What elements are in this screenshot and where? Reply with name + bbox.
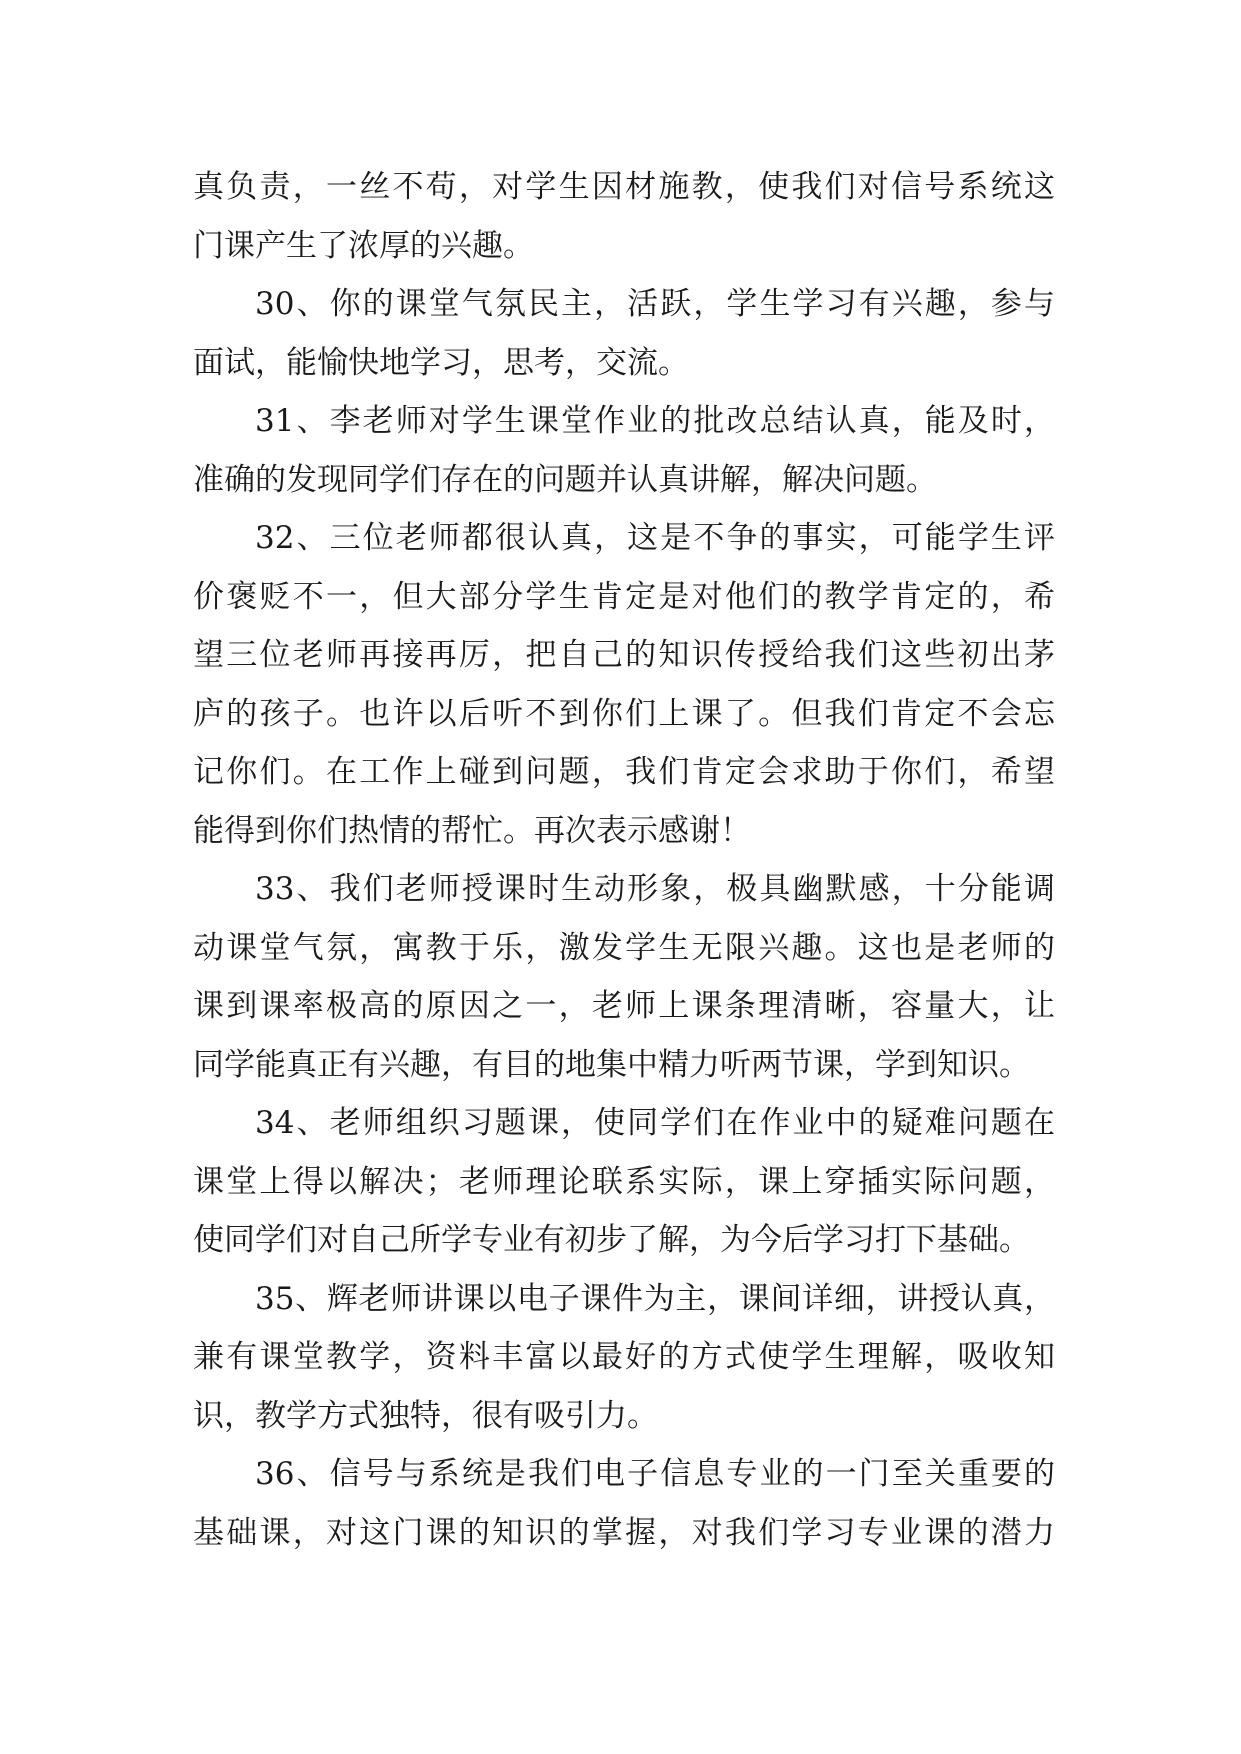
text-line: 30、你的课堂气氛民主，活跃，学生学习有兴趣，参与 (255, 286, 1055, 322)
text-line: 基础课，对这门课的知识的掌握，对我们学习专业课的潜力 (193, 1514, 1055, 1551)
text-line: 门课产生了浓厚的兴趣。 (193, 227, 534, 264)
text-line: 36、信号与系统是我们电子信息专业的一门至关重要的 (255, 1456, 1055, 1492)
text-line: 望三位老师再接再厉，把自己的知识传授给我们这些初出茅 (193, 637, 1055, 673)
document-body (193, 158, 1055, 1562)
text-line: 动课堂气氛，寓教于乐，激发学生无限兴趣。这也是老师的 (193, 929, 1055, 966)
text-line: 识，教学方式独特，很有吸引力。 (193, 1397, 658, 1434)
text-line: 33、我们老师授课时生动形象，极具幽默感，十分能调 (255, 871, 1055, 907)
text-line: 准确的发现同学们存在的问题并认真讲解，解决问题。 (193, 461, 937, 498)
text-line: 使同学们对自己所学专业有初步了解，为今后学习打下基础。 (193, 1222, 1030, 1258)
text-line: 32、三位老师都很认真，这是不争的事实，可能学生评 (255, 520, 1055, 556)
text-line: 31、李老师对学生课堂作业的批改总结认真，能及时， (255, 403, 1055, 439)
text-line: 能得到你们热情的帮忙。再次表示感谢！ (193, 812, 751, 849)
text-line: 兼有课堂教学，资料丰富以最好的方式使学生理解，吸收知 (193, 1339, 1055, 1375)
text-line: 课堂上得以解决；老师理论联系实际，课上穿插实际问题， (193, 1163, 1055, 1200)
text-line: 34、老师组织习题课，使同学们在作业中的疑难问题在 (255, 1105, 1055, 1141)
text-line: 同学能真正有兴趣，有目的地集中精力听两节课，学到知识。 (193, 1046, 1030, 1083)
text-line: 记你们。在工作上碰到问题，我们肯定会求助于你们，希望 (193, 754, 1055, 790)
text-line: 庐的孩子。也许以后听不到你们上课了。但我们肯定不会忘 (193, 695, 1055, 732)
text-line: 价褒贬不一，但大部分学生肯定是对他们的教学肯定的，希 (193, 578, 1055, 615)
text-line: 真负责，一丝不苟，对学生因材施教，使我们对信号系统这 (193, 169, 1055, 205)
text-line: 面试，能愉快地学习，思考，交流。 (193, 344, 689, 381)
text-line: 课到课率极高的原因之一，老师上课条理清晰，容量大，让 (193, 988, 1055, 1024)
text-line: 35、辉老师讲课以电子课件为主，课间详细，讲授认真， (255, 1280, 1055, 1317)
